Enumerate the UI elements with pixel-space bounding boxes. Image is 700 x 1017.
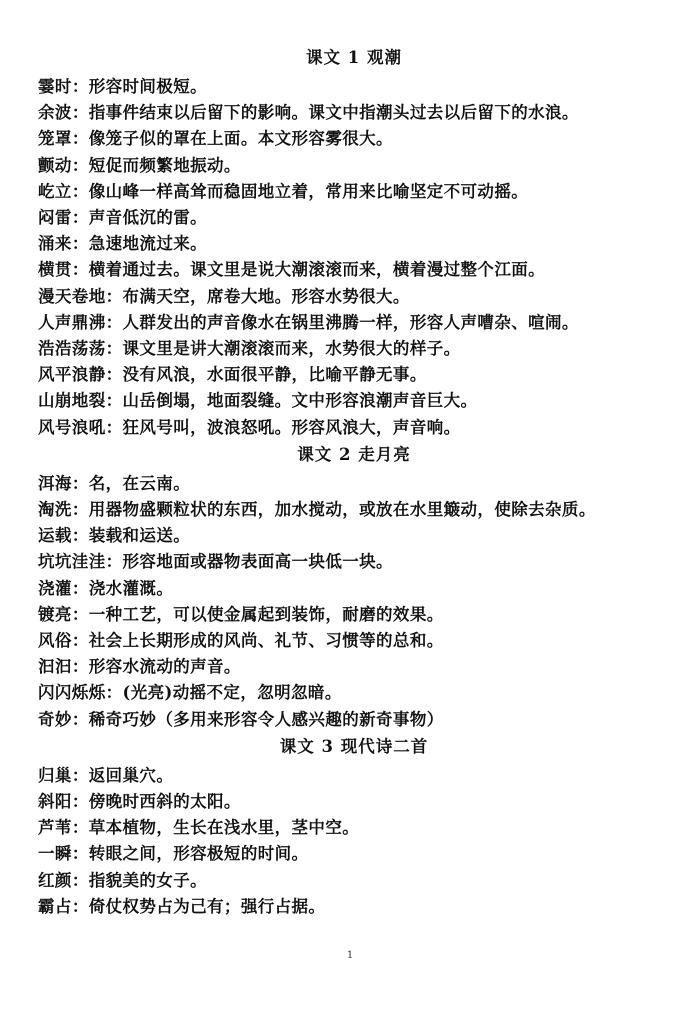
glossary-entry — [38, 602, 670, 628]
entry-term: 笼罩 — [38, 129, 72, 149]
entry-definition: 傍晚时西斜的太阳。 — [88, 792, 241, 812]
entry-term: 风号浪吼 — [38, 417, 106, 437]
entry-term: 闪闪烁烁 — [38, 683, 106, 703]
entry-definition: 浇水灌溉。 — [88, 578, 174, 598]
entry-definition: 返回巢穴。 — [88, 765, 174, 785]
glossary-entry — [38, 153, 670, 179]
section-title: 课文 3 现代诗二首 — [279, 736, 429, 756]
glossary-entry — [38, 868, 670, 894]
entry-term: 闷雷 — [38, 208, 72, 228]
entry-term: 运载 — [38, 526, 72, 546]
entry-separator: ： — [71, 260, 89, 280]
glossary-entry — [38, 841, 670, 867]
glossary-entry — [38, 894, 670, 920]
glossary-entry — [38, 471, 670, 497]
entry-definition: 社会上长期形成的风尚、礼节、习惯等的总和。 — [88, 631, 444, 651]
entry-definition: 形容水流动的声音。 — [88, 657, 241, 677]
entry-separator: ： — [71, 500, 89, 520]
entry-definition: 山岳倒塌，地面裂缝。文中形容浪潮声音巨大。 — [122, 391, 478, 411]
entry-term: 风俗 — [38, 631, 72, 651]
entry-separator: ： — [71, 709, 89, 729]
entry-separator: ： — [71, 234, 89, 254]
entry-separator: ： — [71, 765, 89, 785]
entry-definition: 指貌美的女子。 — [88, 870, 208, 890]
entry-separator: ： — [71, 155, 89, 175]
entry-list — [38, 74, 670, 441]
entry-definition: 横着通过去。课文里是说大潮滚滚而来，横着漫过整个江面。 — [88, 260, 546, 280]
glossary-entry — [38, 680, 670, 706]
entry-definition: 狂风号叫，波浪怒吼。形容风浪大，声音响。 — [122, 417, 461, 437]
entry-term: 人声鼎沸 — [38, 312, 106, 332]
entry-definition: 急速地流过来。 — [88, 234, 208, 254]
glossary-entry — [38, 576, 670, 602]
section-title: 课文 1 观潮 — [306, 48, 402, 67]
entry-term: 颤动 — [38, 155, 72, 175]
entry-separator: ： — [71, 181, 89, 201]
entry-term: 屹立 — [38, 181, 72, 201]
entry-definition: 转眼之间，形容极短的时间。 — [88, 844, 309, 864]
entry-definition: 形容时间极短。 — [88, 77, 208, 96]
entry-term: 归巢 — [38, 765, 72, 785]
entry-definition: 指事件结束以后留下的影响。课文中指潮头过去以后留下的水浪。 — [88, 103, 579, 123]
section-1 — [38, 46, 670, 441]
glossary-entry — [38, 707, 670, 733]
entry-definition: 一种工艺，可以使金属起到装饰，耐磨的效果。 — [88, 604, 444, 624]
entry-separator: ： — [105, 365, 123, 385]
glossary-entry — [38, 126, 670, 152]
glossary-entry — [38, 257, 670, 283]
entry-definition: 形容地面或器物表面高一块低一块。 — [122, 552, 393, 572]
entry-separator: ： — [105, 683, 123, 703]
glossary-entry — [38, 362, 670, 388]
entry-separator: ： — [71, 818, 89, 838]
entry-term: 浇灌 — [38, 578, 72, 598]
section-3 — [38, 735, 670, 920]
entry-definition: 倚仗权势占为己有；强行占据。 — [88, 896, 326, 916]
glossary-entry — [38, 789, 670, 815]
page-number: 1 — [346, 950, 354, 961]
entry-definition: 像山峰一样高耸而稳固地立着，常用来比喻坚定不可动摇。 — [88, 181, 529, 201]
entry-term: 浩浩荡荡 — [38, 339, 106, 359]
entry-definition: 像笼子似的罩在上面。本文形容雾很大。 — [88, 129, 393, 149]
entry-definition: 课文里是讲大潮滚滚而来，水势很大的样子。 — [122, 339, 461, 359]
section-title: 课文 2 走月亮 — [297, 444, 411, 464]
entry-term: 山崩地裂 — [38, 391, 106, 411]
glossary-entry — [38, 523, 670, 549]
glossary-entry — [38, 415, 670, 441]
entry-separator: ： — [71, 844, 89, 864]
glossary-entry — [38, 815, 670, 841]
entry-term: 斜阳 — [38, 792, 72, 812]
entry-list — [38, 763, 670, 920]
entry-term: 一瞬 — [38, 844, 72, 864]
glossary-entry — [38, 284, 670, 310]
entry-definition: 布满天空，席卷大地。形容水势很大。 — [122, 286, 410, 306]
entry-separator: ： — [71, 896, 89, 916]
entry-definition: 声音低沉的雷。 — [88, 208, 208, 228]
entry-term: 芦苇 — [38, 818, 72, 838]
entry-list — [38, 471, 670, 733]
entry-definition: 草本植物，生长在浅水里，茎中空。 — [88, 818, 360, 838]
entry-separator: ： — [71, 208, 89, 228]
entry-term: 霸占 — [38, 896, 72, 916]
entry-separator: ： — [71, 473, 89, 493]
entry-separator: ： — [105, 312, 123, 332]
entry-separator: ： — [105, 391, 123, 411]
glossary-entry — [38, 763, 670, 789]
section-2 — [38, 443, 670, 733]
entry-separator: ： — [71, 77, 89, 96]
entry-definition: 用器物盛颗粒状的东西，加水搅动，或放在水里簸动，使除去杂质。 — [88, 500, 596, 520]
glossary-entry — [38, 549, 670, 575]
entry-definition: 装载和运送。 — [88, 526, 191, 546]
entry-term: 洱海 — [38, 473, 72, 493]
glossary-entry — [38, 336, 670, 362]
entry-separator: ： — [105, 417, 123, 437]
entry-term: 坑坑洼洼 — [38, 552, 106, 572]
entry-separator: ： — [105, 339, 123, 359]
entry-definition: 人群发出的声音像水在锅里沸腾一样，形容人声嘈杂、喧闹。 — [122, 312, 579, 332]
entry-separator: ： — [71, 129, 89, 149]
glossary-entry — [38, 628, 670, 654]
entry-term: 汩汩 — [38, 657, 72, 677]
entry-separator: ： — [71, 103, 89, 123]
glossary-entry — [38, 100, 670, 126]
entry-term: 涌来 — [38, 234, 72, 254]
entry-definition: 没有风浪，水面很平静，比喻平静无事。 — [122, 365, 427, 385]
entry-definition: (光亮)动摇不定，忽明忽暗。 — [122, 683, 342, 703]
entry-separator: ： — [71, 631, 89, 651]
glossary-entry — [38, 231, 670, 257]
entry-definition: 稀奇巧妙（多用来形容令人感兴趣的新奇事物） — [88, 709, 444, 729]
entry-term: 奇妙 — [38, 709, 72, 729]
entry-term: 漫天卷地 — [38, 286, 106, 306]
entry-term: 红颜 — [38, 870, 72, 890]
entry-separator: ： — [105, 552, 123, 572]
glossary-entry — [38, 205, 670, 231]
entry-separator: ： — [71, 657, 89, 677]
glossary-entry — [38, 74, 670, 100]
entry-term: 余波 — [38, 103, 72, 123]
entry-definition: 短促而频繁地振动。 — [88, 155, 241, 175]
entry-term: 霎时 — [38, 77, 72, 96]
glossary-entry — [38, 497, 670, 523]
entry-separator: ： — [71, 792, 89, 812]
glossary-entry — [38, 179, 670, 205]
entry-term: 横贯 — [38, 260, 72, 280]
entry-separator: ： — [71, 604, 89, 624]
glossary-entry — [38, 388, 670, 414]
entry-term: 风平浪静 — [38, 365, 106, 385]
glossary-entry — [38, 310, 670, 336]
glossary-entry — [38, 654, 670, 680]
entry-definition: 名，在云南。 — [88, 473, 191, 493]
entry-term: 淘洗 — [38, 500, 72, 520]
entry-separator: ： — [71, 526, 89, 546]
entry-term: 镀亮 — [38, 604, 72, 624]
entry-separator: ： — [71, 578, 89, 598]
entry-separator: ： — [105, 286, 123, 306]
entry-separator: ： — [71, 870, 89, 890]
